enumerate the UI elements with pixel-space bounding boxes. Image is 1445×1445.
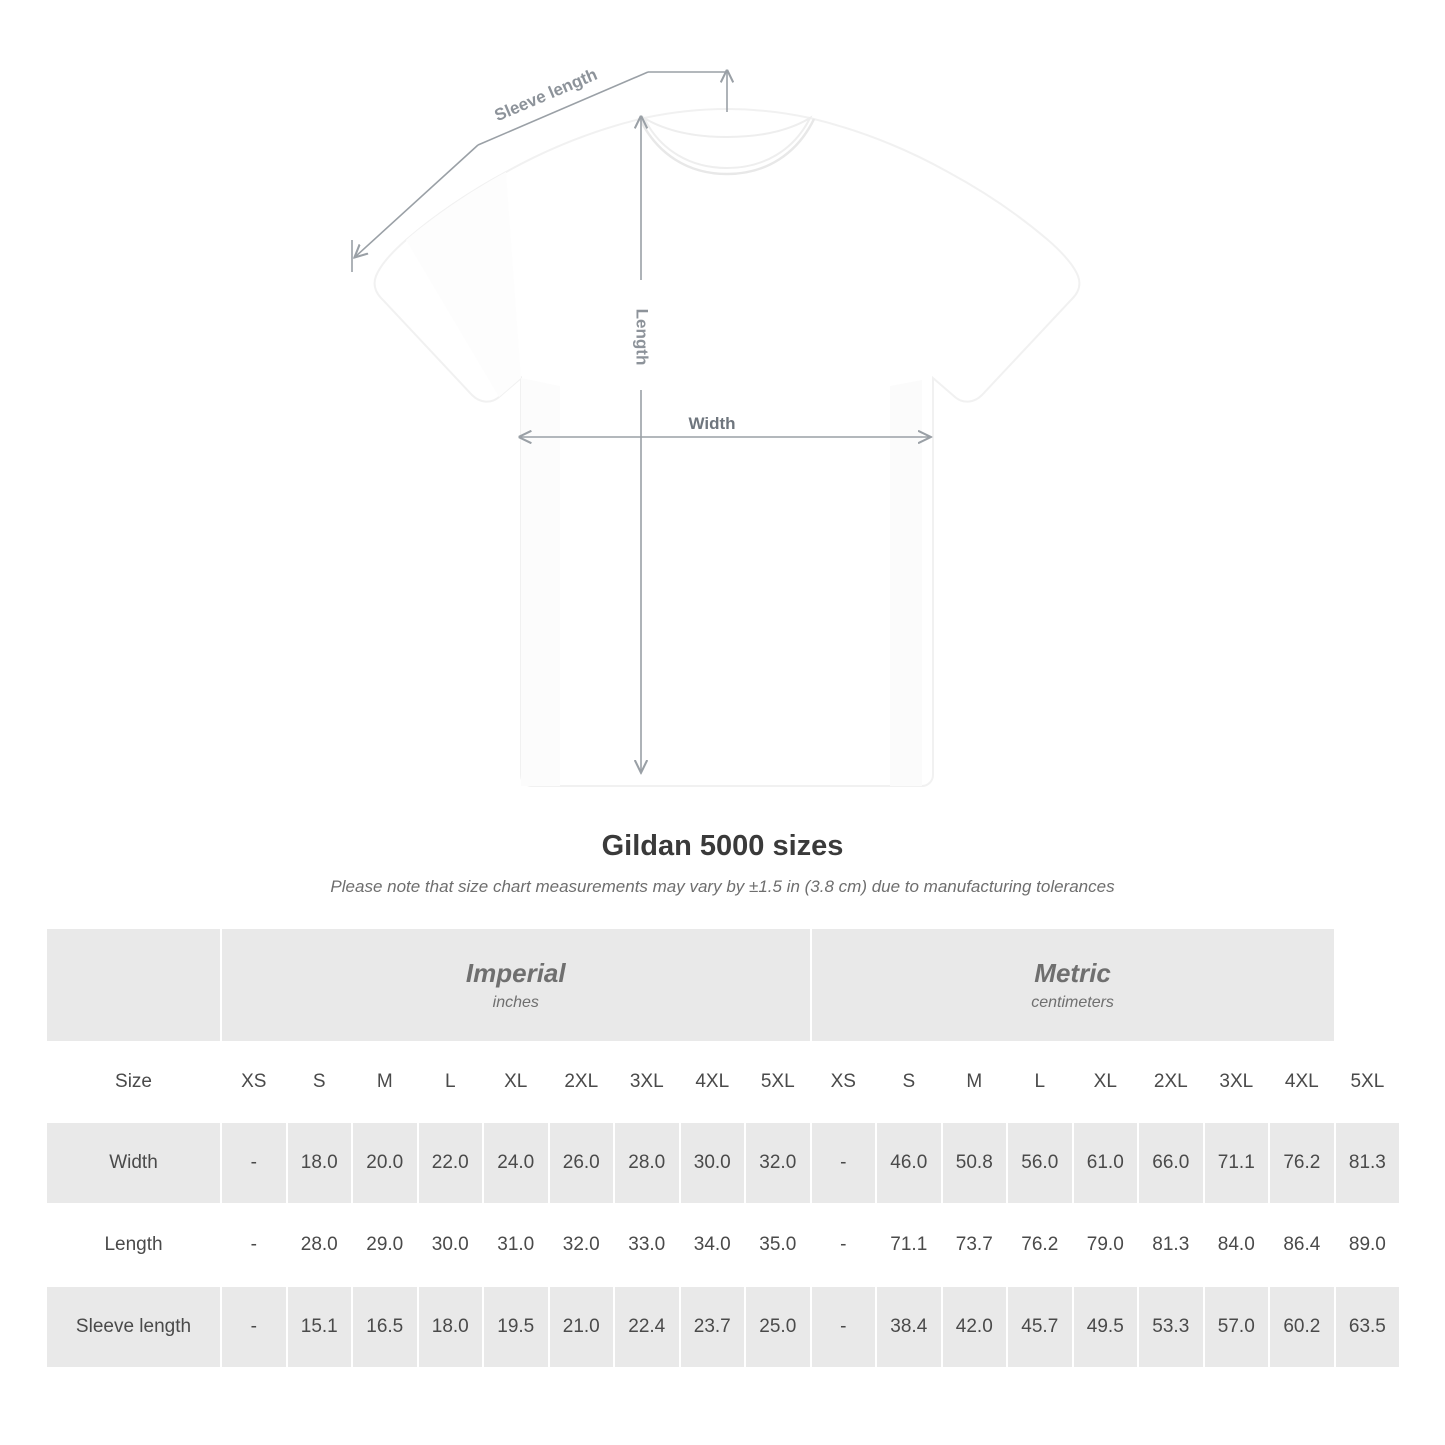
cell: 20.0 [352,1122,418,1204]
cell: 86.4 [1269,1204,1335,1286]
cell: 81.3 [1138,1204,1204,1286]
col-header-metric-m: M [942,1042,1008,1122]
col-header-imperial-m: M [352,1042,418,1122]
unit-group-imperial [221,928,811,1042]
cell: 84.0 [1204,1204,1270,1286]
col-header-imperial-xl: XL [483,1042,549,1122]
col-header-imperial-2xl: 2XL [549,1042,615,1122]
cell: 71.1 [876,1204,942,1286]
page-title: Gildan 5000 sizes [601,830,844,862]
cell: - [221,1286,287,1368]
unit-group-imperial-name: Imperial [465,957,566,988]
row-label-length: Length [46,1204,221,1286]
col-header-metric-l: L [1007,1042,1073,1122]
cell: 29.0 [352,1204,418,1286]
cell: 28.0 [287,1204,353,1286]
cell: 30.0 [680,1122,746,1204]
width-label: Width [688,414,736,433]
cell: 45.7 [1007,1286,1073,1368]
cell: 46.0 [876,1122,942,1204]
cell: 23.7 [680,1286,746,1368]
cell: 42.0 [942,1286,1008,1368]
col-header-imperial-3xl: 3XL [614,1042,680,1122]
unit-group-imperial-sub: inches [492,994,539,1012]
cell: 32.0 [745,1122,811,1204]
cell: 76.2 [1269,1122,1335,1204]
cell: 89.0 [1335,1204,1401,1286]
cell: 22.0 [418,1122,484,1204]
col-header-imperial-5xl: 5XL [745,1042,811,1122]
table-row [46,1204,1400,1286]
tshirt-shape [375,109,1080,786]
cell: 24.0 [483,1122,549,1204]
unit-group-metric-sub: centimeters [1031,994,1114,1012]
length-label: Length [632,308,652,366]
unit-spacer [46,928,221,1042]
table-row [46,1122,1400,1204]
cell: 71.1 [1204,1122,1270,1204]
size-header-row [46,1042,1400,1122]
cell: 60.2 [1269,1286,1335,1368]
cell: - [221,1204,287,1286]
col-header-metric-xs: XS [811,1042,877,1122]
cell: 26.0 [549,1122,615,1204]
cell: 63.5 [1335,1286,1401,1368]
cell: 53.3 [1138,1286,1204,1368]
col-header-metric-xl: XL [1073,1042,1139,1122]
cell: 50.8 [942,1122,1008,1204]
col-header-metric-3xl: 3XL [1204,1042,1270,1122]
cell: 57.0 [1204,1286,1270,1368]
cell: 18.0 [287,1122,353,1204]
cell: 15.1 [287,1286,353,1368]
col-header-imperial-s: S [287,1042,353,1122]
unit-group-row [46,928,1400,1042]
cell: 35.0 [745,1204,811,1286]
col-header-metric-2xl: 2XL [1138,1042,1204,1122]
tolerance-note: Please note that size chart measurements may vary by ±1.5 in (3.8 cm) due to manufacturing tolerances [330,877,1115,896]
cell: 79.0 [1073,1204,1139,1286]
size-table-wrapper [45,927,1400,1369]
cell: 66.0 [1138,1122,1204,1204]
cell: 76.2 [1007,1204,1073,1286]
cell: 30.0 [418,1204,484,1286]
unit-group-metric-name: Metric [1034,957,1111,988]
cell: 34.0 [680,1204,746,1286]
cell: 32.0 [549,1204,615,1286]
cell: 33.0 [614,1204,680,1286]
col-header-imperial-4xl: 4XL [680,1042,746,1122]
cell: - [811,1122,877,1204]
cell: 56.0 [1007,1122,1073,1204]
cell: 22.4 [614,1286,680,1368]
cell: 19.5 [483,1286,549,1368]
cell: 18.0 [418,1286,484,1368]
cell: - [811,1204,877,1286]
cell: - [221,1122,287,1204]
row-label-width: Width [46,1122,221,1204]
col-header-imperial-xs: XS [221,1042,287,1122]
cell: - [811,1286,877,1368]
table-row [46,1286,1400,1368]
unit-group-metric [811,928,1335,1042]
col-header-metric-4xl: 4XL [1269,1042,1335,1122]
col-header-metric-5xl: 5XL [1335,1042,1401,1122]
cell: 73.7 [942,1204,1008,1286]
cell: 21.0 [549,1286,615,1368]
cell: 16.5 [352,1286,418,1368]
cell: 25.0 [745,1286,811,1368]
cell: 28.0 [614,1122,680,1204]
col-header-imperial-l: L [418,1042,484,1122]
cell: 31.0 [483,1204,549,1286]
cell: 49.5 [1073,1286,1139,1368]
size-header-label: Size [46,1042,221,1122]
cell: 61.0 [1073,1122,1139,1204]
col-header-metric-s: S [876,1042,942,1122]
sleeve-length-label: Sleeve length [491,64,601,126]
size-table [45,927,1401,1369]
cell: 38.4 [876,1286,942,1368]
cell: 81.3 [1335,1122,1401,1204]
row-label-sleeve-length: Sleeve length [46,1286,221,1368]
